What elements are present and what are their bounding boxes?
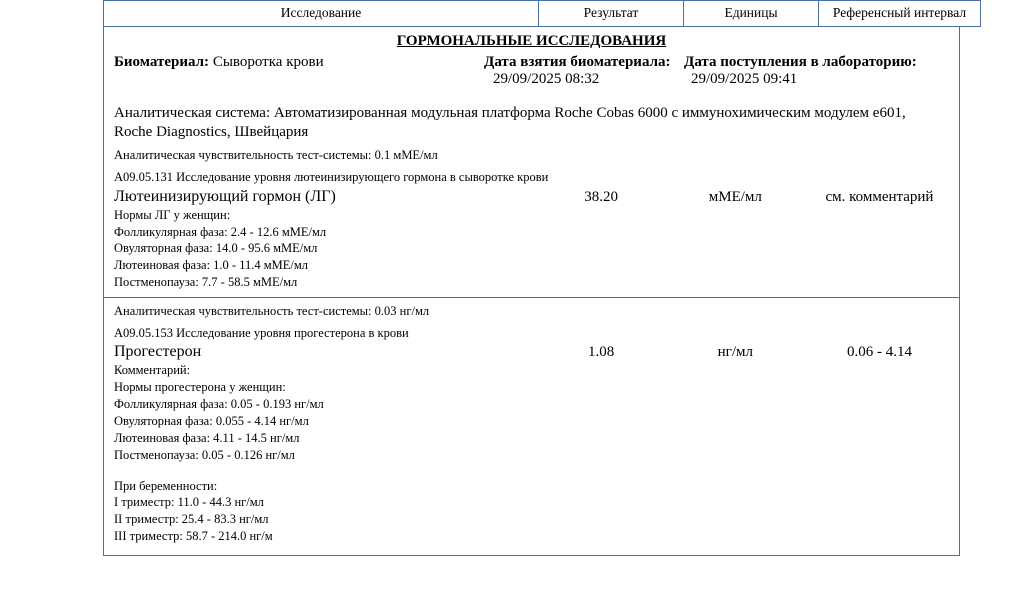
note-line: Овуляторная фаза: 0.055 - 4.14 нг/мл [114,413,309,428]
note-line: Лютеиновая фаза: 4.11 - 14.5 нг/мл [114,430,300,445]
table-header-row [104,1,981,27]
sensitivity-text: Аналитическая чувствительность тест-системы: 0.03 нг/мл [114,304,430,318]
note-line: Постменопауза: 0.05 - 0.126 нг/мл [114,447,295,462]
bottom-spacer [104,545,959,555]
note-spacer [104,464,959,478]
received-date-cell [684,54,944,88]
sensitivity-text: Аналитическая чувствительность тест-системы: 0.1 мМЕ/мл [114,148,438,163]
analyte-units: мМЕ/мл [708,188,762,205]
collection-date-label: Дата взятия биоматериала: [484,54,671,70]
test-code-text: A09.05.131 Исследование уровня лютеинизирующего гормона в сыворотке крови [114,170,549,184]
analyte-name: Прогестерон [114,343,202,361]
biomaterial-label: Биоматериал: [114,54,210,70]
analyte-result: 1.08 [587,344,615,361]
column-header-units: Единицы [684,1,819,27]
results-table-header [103,0,981,27]
note-line: Нормы ЛГ у женщин: [114,207,231,222]
note-line: Комментарий: [114,363,191,378]
analyte-reference: 0.06 - 4.14 [846,344,912,361]
column-header-test: Исследование [104,1,539,27]
analyte-units: нг/мл [717,344,753,361]
collection-date-value: 29/09/2025 08:32 [493,71,600,87]
results-body [103,27,960,556]
note-line: Овуляторная фаза: 14.0 - 95.6 мМЕ/мл [114,241,318,256]
note-line: III триместр: 58.7 - 214.0 нг/м [114,529,273,544]
biomaterial-value: Сыворотка крови [212,54,324,70]
note-line: Фолликулярная фаза: 0.05 - 0.193 нг/мл [114,397,324,411]
note-line: II триместр: 25.4 - 83.3 нг/мл [114,512,269,527]
biomaterial-cell [114,54,484,71]
column-header-reference: Референсный интервал [819,1,981,27]
section-title: ГОРМОНАЛЬНЫЕ ИССЛЕДОВАНИЯ [396,33,667,49]
received-date-label: Дата поступления в лабораторию: [684,54,917,70]
analyte-name: Лютеинизирующий гормон (ЛГ) [114,187,336,205]
analyte-result: 38.20 [584,188,618,205]
note-line: Фолликулярная фаза: 2.4 - 12.6 мМЕ/мл [114,224,327,239]
result-block-lh [104,142,959,291]
column-header-result: Результат [539,1,684,27]
note-line: Нормы прогестерона у женщин: [114,380,286,395]
note-line: I триместр: 11.0 - 44.3 нг/мл [114,495,264,510]
biomaterial-row [104,54,959,88]
table-row [104,341,959,362]
received-date-value: 29/09/2025 09:41 [691,71,798,87]
note-line: Лютеиновая фаза: 1.0 - 11.4 мМЕ/мл [114,258,309,273]
analyte-reference: см. комментарий [825,188,934,205]
note-line: Постменопауза: 7.7 - 58.5 мМЕ/мл [114,275,298,290]
note-line: При беременности: [114,478,218,493]
table-row [104,186,959,207]
collection-date-cell [484,54,684,88]
test-code-text: A09.05.153 Исследование уровня прогестерона в крови [114,325,409,340]
result-block-progesterone [104,298,959,555]
lab-report [103,0,967,556]
spacer [104,88,959,104]
analytic-system-text: Аналитическая система: Автоматизированная модульная платформа Roche Cobas 6000 с иммунохимическим модулем e601, Roche Diagnostics, Швейцария [114,105,906,141]
